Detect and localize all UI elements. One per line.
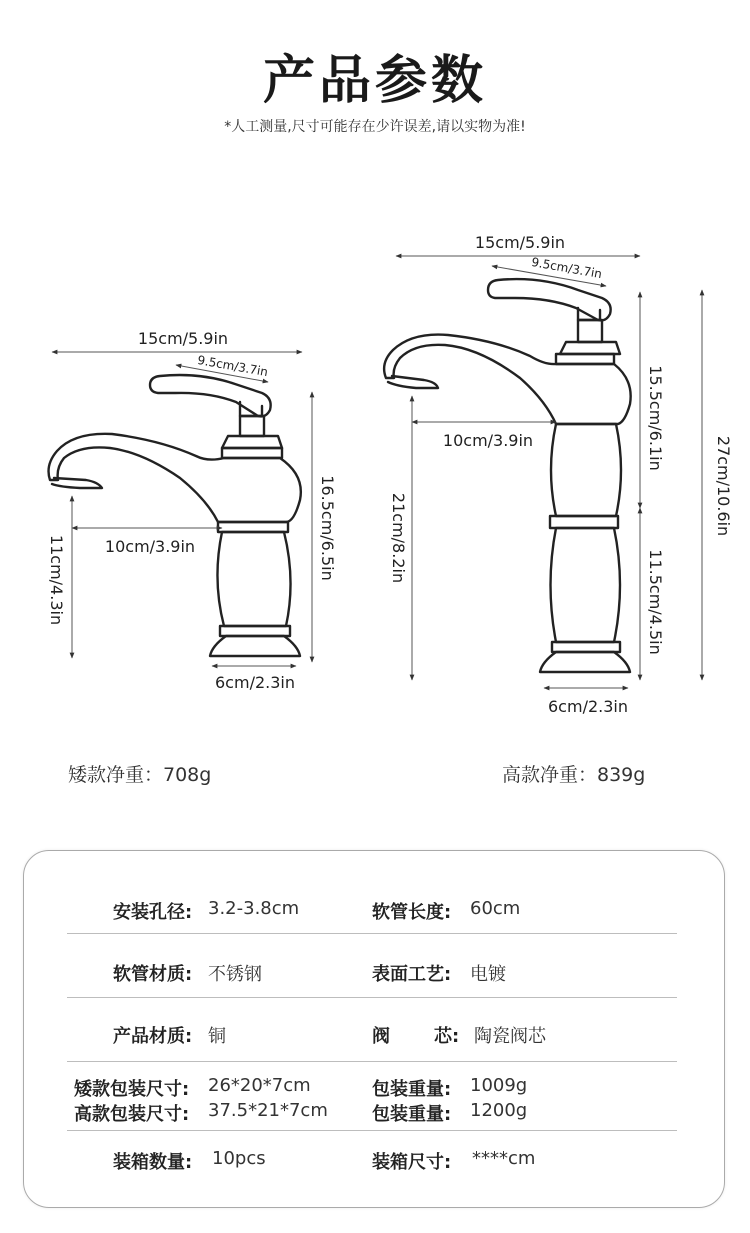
page-title: 产品参数 <box>262 50 487 111</box>
short-spout-height-label: 11cm/4.3in <box>47 534 66 626</box>
tall-lower-height-label: 11.5cm/4.5in <box>646 549 665 655</box>
valve-value: 陶瓷阀芯 <box>474 1026 546 1047</box>
tall-reach-label: 10cm/3.9in <box>442 431 534 450</box>
tall-weight: 高款净重：839g <box>502 764 646 786</box>
hose-length-label: 软管长度: <box>372 902 452 923</box>
pack-weight-value-tall: 1200g <box>470 1100 528 1121</box>
box-size-value: ****cm <box>472 1148 536 1169</box>
hose-material-label: 软管材质: <box>113 964 193 985</box>
short-pack-size-label: 矮款包装尺寸: <box>74 1079 190 1100</box>
product-material-label: 产品材质: <box>113 1026 193 1047</box>
box-size-label: 装箱尺寸: <box>372 1152 452 1173</box>
tall-total-height-label: 27cm/10.6in <box>714 435 733 537</box>
short-base-label: 6cm/2.3in <box>215 673 295 692</box>
short-height-label: 16.5cm/6.5in <box>318 475 337 581</box>
surface-label: 表面工艺: <box>372 964 452 985</box>
pack-weight-value-short: 1009g <box>470 1075 528 1096</box>
hole-value: 3.2-3.8cm <box>208 898 300 919</box>
short-faucet-drawing <box>49 375 301 656</box>
row-divider <box>67 1061 677 1062</box>
tall-pack-size-label: 高款包装尺寸: <box>74 1104 190 1125</box>
short-width-label: 15cm/5.9in <box>137 329 229 348</box>
pack-weight-label-tall: 包装重量: <box>372 1104 452 1125</box>
hose-material-value: 不锈钢 <box>208 964 262 985</box>
tall-base-label: 6cm/2.3in <box>548 697 628 716</box>
surface-value: 电镀 <box>470 964 506 985</box>
tall-width-label: 15cm/5.9in <box>474 233 566 252</box>
box-quantity-label: 装箱数量: <box>113 1152 193 1173</box>
valve-label-first: 阀 <box>372 1026 390 1047</box>
valve-label-second: 芯: <box>434 1026 460 1047</box>
product-material-value: 铜 <box>208 1026 226 1047</box>
hole-label: 安装孔径: <box>113 902 193 923</box>
row-divider <box>67 997 677 998</box>
short-pack-size-value: 26*20*7cm <box>208 1075 311 1096</box>
measurement-note: *人工测量,尺寸可能存在少许误差,请以实物为准! <box>224 119 526 135</box>
tall-upper-height-label: 15.5cm/6.1in <box>646 365 665 471</box>
short-reach-label: 10cm/3.9in <box>104 537 196 556</box>
short-handle-label: 9.5cm/3.7in <box>196 352 270 380</box>
tall-faucet-drawing <box>384 279 631 672</box>
pack-weight-label-short: 包装重量: <box>372 1079 452 1100</box>
hose-length-value: 60cm <box>470 898 521 919</box>
tall-spout-height-label: 21cm/8.2in <box>389 492 408 584</box>
tall-pack-size-value: 37.5*21*7cm <box>208 1100 328 1121</box>
row-divider <box>67 1130 677 1131</box>
tall-handle-label: 9.5cm/3.7in <box>530 254 604 282</box>
box-quantity-value: 10pcs <box>212 1148 266 1169</box>
row-divider <box>67 933 677 934</box>
short-weight: 矮款净重：708g <box>68 764 212 786</box>
